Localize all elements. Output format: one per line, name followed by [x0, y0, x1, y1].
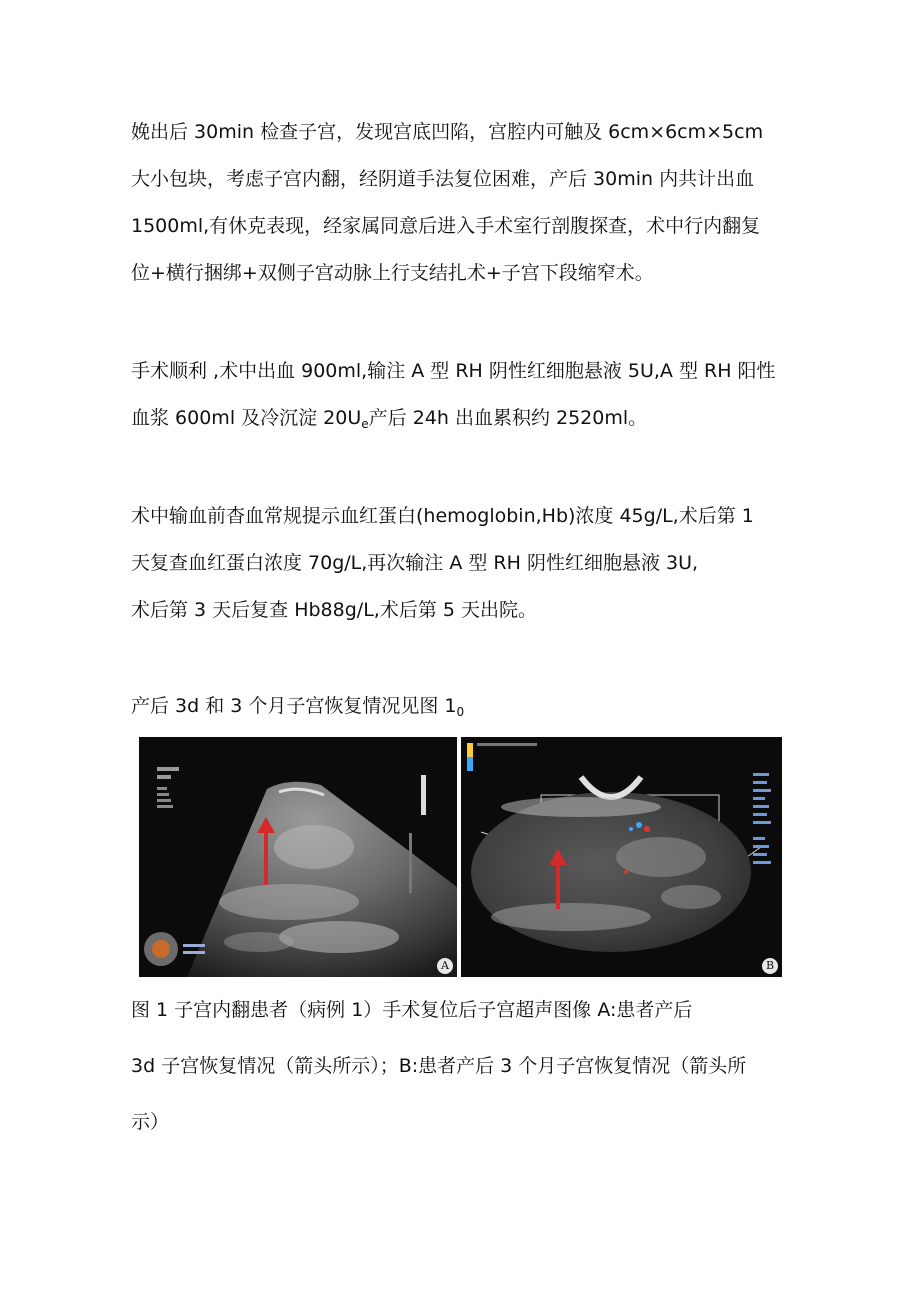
- paragraph-3: [131, 493, 821, 634]
- subscript: 0: [456, 705, 465, 719]
- text-line: 娩出后 30min 检查子宫，发现宫底凹陷，宫腔内可触及 6cm×6cm×5cm: [131, 121, 764, 143]
- paragraph-4: [131, 683, 821, 736]
- text-line: [131, 395, 821, 448]
- text-line: 1500ml,有休克表现，经家属同意后进入手术室行剖腹探查，术中行内翻复: [131, 215, 761, 237]
- text-line: [131, 683, 821, 736]
- caption-line: 图 1 子宫内翻患者（病例 1）手术复位后子宫超声图像 A:患者产后: [131, 999, 693, 1021]
- text-line: 天复查血红蛋白浓度 70g/L,再次输注 A 型 RH 阴性红细胞悬液 3U,: [131, 552, 699, 574]
- panel-label-b: B: [762, 958, 778, 974]
- text-line: 位+横行捆绑+双侧子宫动脉上行支结扎术+子宫下段缩窄术。: [131, 262, 654, 284]
- text-line: 大小包块，考虑子宫内翻，经阴道手法复位困难，产后 30min 内共计出血: [131, 168, 755, 190]
- text-line: 术后第 3 天后复查 Hb88g/L,术后第 5 天出院。: [131, 599, 537, 621]
- text-segment: 产后 3d 和 3 个月子宫恢复情况见图 1: [131, 695, 457, 717]
- paragraph-2: [131, 348, 821, 448]
- figure-caption: [131, 982, 821, 1150]
- ultrasound-image-b: [461, 737, 782, 977]
- text-segment: 血浆 600ml 及冷沉淀 20U: [131, 407, 362, 429]
- caption-line: 示）: [131, 1111, 170, 1133]
- text-line: 术中输血前杳血常规提示血红蛋白(hemoglobin,Hb)浓度 45g/L,术后第 1: [131, 505, 754, 527]
- paragraph-1: [131, 109, 821, 297]
- ultrasound-panel-b: [461, 737, 782, 977]
- caption-line: 3d 子宫恢复情况（箭头所示）；B:患者产后 3 个月子宫恢复情况（箭头所: [131, 1055, 747, 1077]
- ultrasound-figure: [139, 737, 782, 977]
- text-line: 手术顺利 ,术中出血 900ml,输注 A 型 RH 阴性红细胞悬液 5U,A 型 RH 阳性: [131, 360, 776, 382]
- panel-label-a: A: [437, 958, 453, 974]
- ultrasound-panel-a: [139, 737, 457, 977]
- text-segment: 产后 24h 出血累积约 2520ml。: [368, 407, 648, 429]
- subscript: e: [361, 417, 369, 431]
- ultrasound-image-a: [139, 737, 457, 977]
